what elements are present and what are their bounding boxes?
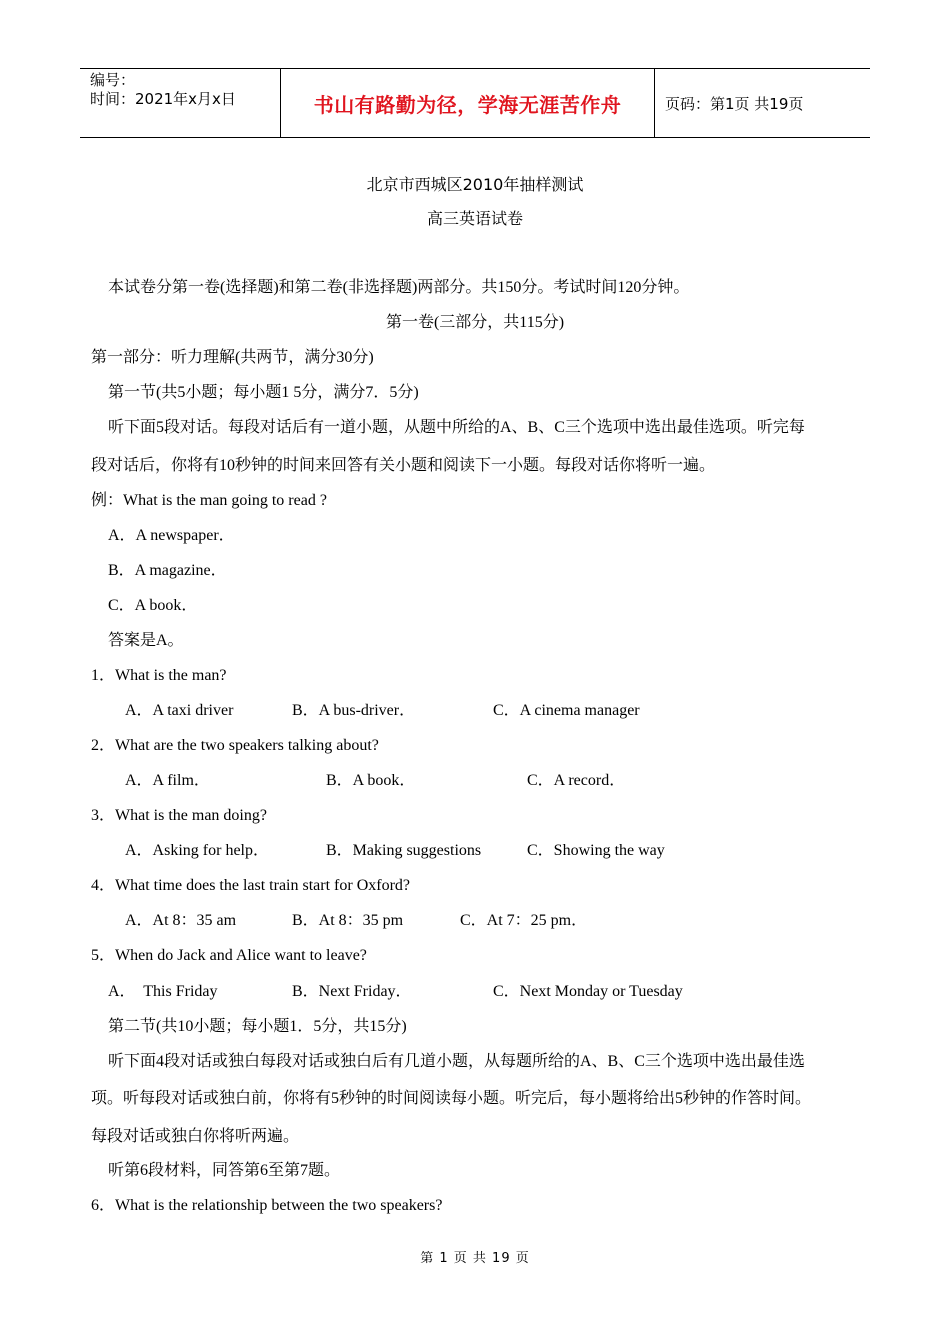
instruction-line: 段对话后，你将有10秒钟的时间来回答有关小题和阅读下一小题。每段对话你将听一遍。 [91, 457, 716, 474]
part1-heading: 第一部分：听力理解(共两节，满分30分) [91, 349, 374, 366]
question-4: 4．What time does the last train start for Oxford? [91, 877, 411, 894]
option: B．Making suggestions [326, 842, 482, 859]
page-header [80, 68, 870, 138]
question-2: 2．What are the two speakers talking about? [91, 737, 379, 754]
section1-heading: 第一节(共5小题；每小题1 5分，满分7．5分) [108, 384, 419, 401]
page-footer: 第 1 页 共 19 页 [420, 1251, 530, 1266]
instruction-line: 听下面5段对话。每段对话后有一道小题，从题中所给的A、B、C三个选项中选出最佳选项。听完每 [108, 419, 805, 436]
header-motto-cell [281, 69, 655, 137]
doc-subtitle: 高三英语试卷 [426, 209, 523, 228]
example-question: 例：What is the man going to read ? [91, 492, 327, 509]
volume-heading: 第一卷(三部分，共115分) [385, 314, 565, 331]
example-option: C．A book． [108, 597, 198, 614]
question-3: 3．What is the man doing? [91, 807, 267, 824]
option: C．At 7：25 pm． [460, 912, 588, 929]
question-5: 5．When do Jack and Alice want to leave? [91, 947, 367, 964]
option: A．A taxi driver [125, 702, 234, 719]
option: A．At 8：35 am [125, 912, 237, 929]
question-6: 6．What is the relationship between the two speakers? [91, 1197, 443, 1214]
doc-title: 北京市西城区2010年抽样测试 [366, 175, 584, 194]
instruction-line: 每段对话或独白你将听两遍。 [91, 1128, 300, 1145]
option: C．Showing the way [527, 842, 665, 859]
option: A．Asking for help． [125, 842, 269, 859]
code-label: 编号： [90, 71, 136, 89]
option: B．A bus-driver． [292, 702, 416, 719]
option: C．Next Monday or Tuesday [493, 983, 683, 1000]
page-info: 页码：第1页 共19页 [665, 94, 804, 113]
instruction-line: 项。听每段对话或独白前，你将有5秒钟的时间阅读每小题。听完后，每小题将给出5秒钟的作答时间。 [91, 1090, 812, 1107]
instruction-line: 听下面4段对话或独白每段对话或独白后有几道小题，从每题所给的A、B、C三个选项中选出最佳选 [108, 1053, 805, 1070]
section2-heading: 第二节(共10小题；每小题1．5分，共15分) [108, 1018, 407, 1035]
motto: 书山有路勤为径，学海无涯苦作舟 [313, 92, 622, 117]
option: A． This Friday [108, 983, 218, 1000]
header-meta [80, 69, 281, 137]
example-answer: 答案是A。 [108, 632, 184, 649]
option: C．A record． [527, 772, 626, 789]
option: B．At 8：35 pm [292, 912, 404, 929]
option: A．A film． [125, 772, 210, 789]
time-label: 时间：2021年x月x日 [90, 90, 236, 108]
question-1: 1．What is the man? [91, 667, 227, 684]
option: C．A cinema manager [493, 702, 640, 719]
example-option: A．A newspaper． [108, 527, 235, 544]
intro-text: 本试卷分第一卷(选择题)和第二卷(非选择题)两部分。共150分。考试时间120分钟。 [108, 279, 690, 296]
listen-instruction: 听第6段材料，同答第6至第7题。 [108, 1162, 341, 1179]
example-option: B．A magazine． [108, 562, 227, 579]
option: B．A book． [326, 772, 416, 789]
option: B．Next Friday． [292, 983, 412, 1000]
